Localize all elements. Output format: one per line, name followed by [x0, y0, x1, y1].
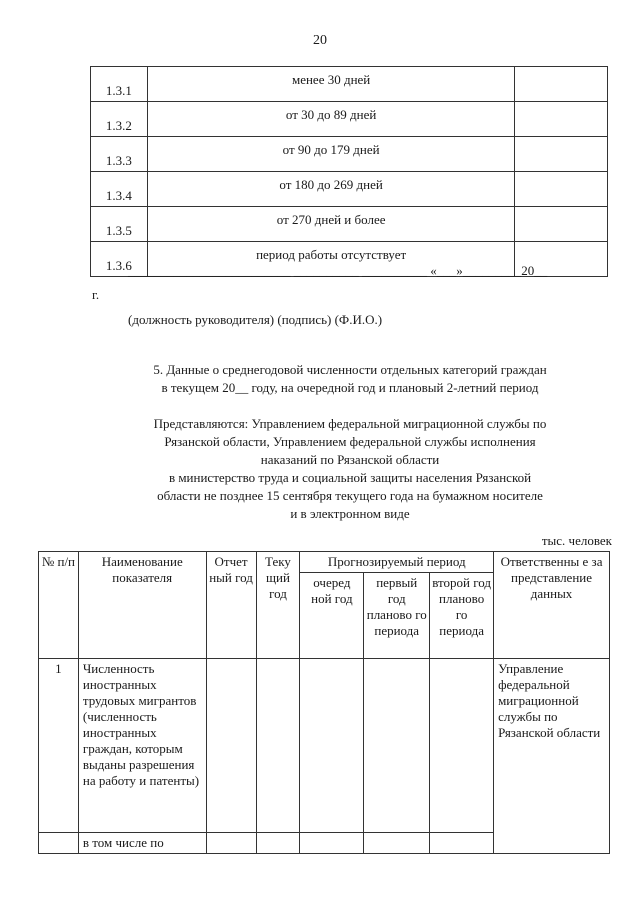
row-name: в том числе по [78, 833, 206, 854]
section-title-line: в текущем 20__ году, на очередной год и плановый 2-летний период [161, 380, 539, 395]
table-row [91, 137, 608, 172]
header-num: № п/п [39, 552, 79, 659]
row-number: 1.3.5 [91, 207, 148, 242]
duration-table [90, 66, 608, 277]
row-label: от 90 до 179 дней [147, 137, 515, 172]
value-cell [430, 659, 494, 833]
submission-line: и в электронном виде [290, 506, 410, 521]
value-cell [364, 833, 430, 854]
units-label: тыс. человек [541, 533, 612, 548]
year-suffix: г. [92, 287, 100, 302]
value-cell [515, 102, 608, 137]
row-number [39, 833, 79, 854]
header-name: Наименование показателя [78, 552, 206, 659]
table-row [91, 102, 608, 137]
header-first-plan-year: первый год планово го периода [364, 573, 430, 659]
section-title-line: 5. Данные о среднегодовой численности отдельных категорий граждан [153, 362, 547, 377]
value-cell [515, 172, 608, 207]
row-number: 1 [39, 659, 79, 833]
submission-line: наказаний по Рязанской области [260, 452, 440, 467]
header-row [39, 552, 610, 573]
header-forecast: Прогнозируемый период [300, 552, 494, 573]
value-cell [515, 207, 608, 242]
row-number: 1.3.3 [91, 137, 148, 172]
row-label: период работы отсутствует [147, 242, 515, 277]
value-cell [430, 833, 494, 854]
section-title [90, 361, 610, 397]
responsible-cell: Управление федеральной миграционной службы по Рязанской области [494, 659, 610, 854]
value-cell [206, 833, 256, 854]
submission-line: в министерство труда и социальной защиты населения Рязанской [168, 470, 532, 485]
page-number: 20 [313, 33, 327, 48]
value-cell [206, 659, 256, 833]
value-cell [300, 833, 364, 854]
table-row [91, 67, 608, 102]
value-cell [364, 659, 430, 833]
row-label: менее 30 дней [147, 67, 515, 102]
header-report-year: Отчет ный год [206, 552, 256, 659]
header-current-year: Теку щий год [256, 552, 300, 659]
header-second-plan-year: второй год планово го периода [430, 573, 494, 659]
row-label: от 180 до 269 дней [147, 172, 515, 207]
header-next-year: очеред ной год [300, 573, 364, 659]
row-number: 1.3.2 [91, 102, 148, 137]
row-number: 1.3.1 [91, 67, 148, 102]
submission-line: области не позднее 15 сентября текущего года на бумажном носителе [157, 488, 543, 503]
table-row [91, 172, 608, 207]
submission-line: Рязанской области, Управлением федеральной службы исполнения [164, 434, 536, 449]
header-responsible: Ответственны е за представление данных [494, 552, 610, 659]
row-number: 1.3.4 [91, 172, 148, 207]
value-cell [515, 67, 608, 102]
table-row [91, 207, 608, 242]
table-row [39, 659, 610, 833]
row-name: Численность иностранных трудовых мигрантов (численность иностранных граждан, которым выданы разрешения на работу и патенты) [78, 659, 206, 833]
value-cell [515, 137, 608, 172]
signature-line: _________________________ __________ __________ «___»_________20__ [128, 263, 548, 278]
row-number: 1.3.6 [91, 242, 148, 277]
row-label: от 30 до 89 дней [147, 102, 515, 137]
value-cell [256, 659, 300, 833]
population-table [38, 551, 610, 854]
value-cell [300, 659, 364, 833]
value-cell [256, 833, 300, 854]
submission-note [90, 415, 610, 523]
submission-line: Представляются: Управлением федеральной миграционной службы по [153, 416, 547, 431]
row-label: от 270 дней и более [147, 207, 515, 242]
signature-caption: (должность руководителя) (подпись) (Ф.И.О.) [128, 312, 383, 327]
